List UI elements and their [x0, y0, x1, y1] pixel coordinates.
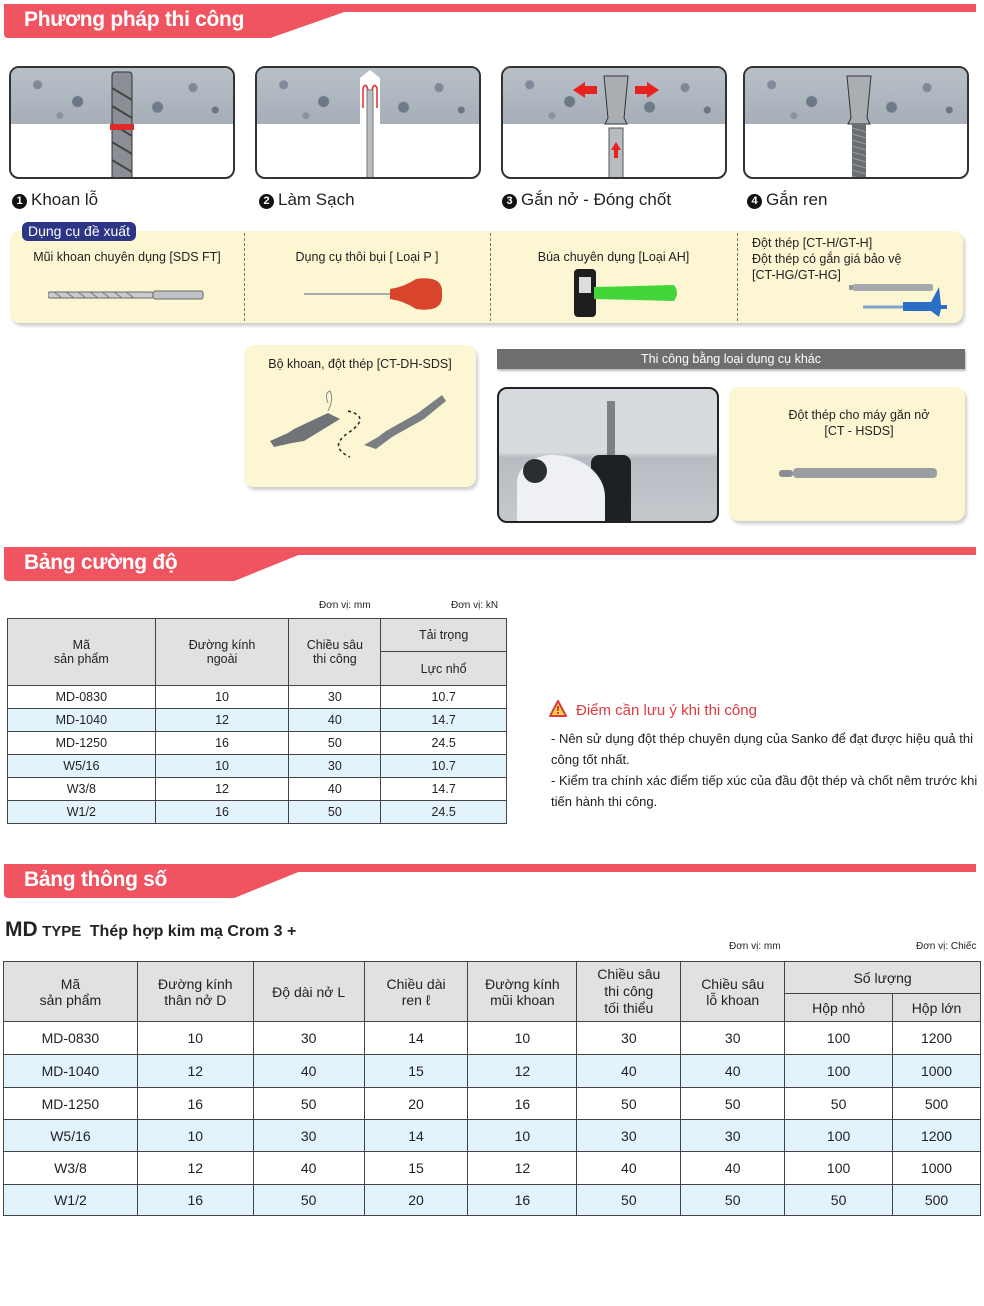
table-row	[8, 732, 507, 755]
table-cell: 40	[253, 1055, 364, 1088]
table-cell: 10	[137, 1120, 253, 1152]
table-cell: W5/16	[8, 755, 156, 778]
unit-mm: Đơn vị: mm	[729, 941, 781, 952]
table-row	[8, 778, 507, 801]
table-cell: 30	[577, 1022, 681, 1055]
table-cell: W1/2	[4, 1185, 138, 1216]
table-cell: 16	[137, 1185, 253, 1216]
drill-punch-set-icon	[268, 389, 448, 461]
table-cell: 24.5	[381, 801, 507, 824]
table-row	[4, 1088, 981, 1120]
table-cell: MD-1250	[4, 1088, 138, 1120]
table-cell: 10	[137, 1022, 253, 1055]
table-cell: 10	[155, 755, 289, 778]
tool-sds-ft: Mũi khoan chuyên dụng [SDS FT]	[10, 231, 244, 323]
step-4-label: 4 Gắn ren	[747, 190, 827, 210]
table-cell: 40	[577, 1055, 681, 1088]
table-cell: 16	[155, 801, 289, 824]
section-header-strength	[4, 547, 976, 581]
hsds-punch-icon	[779, 465, 937, 481]
unit-pcs: Đơn vị: Chiếc	[916, 941, 977, 952]
table-cell: 100	[785, 1022, 893, 1055]
table-cell: 50	[785, 1088, 893, 1120]
table-cell: 30	[253, 1120, 364, 1152]
table-cell: 12	[155, 778, 289, 801]
section-header-spec	[4, 864, 976, 898]
table-row	[4, 1120, 981, 1152]
table-cell: 12	[137, 1055, 253, 1088]
step-2-label: 2 Làm Sạch	[259, 190, 355, 210]
col-header-code: Mã sản phẩm	[4, 962, 138, 1022]
recommended-tools-badge: Dụng cụ đề xuất	[22, 222, 136, 241]
hammer-drill-photo	[497, 387, 719, 523]
table-cell: 14.7	[381, 709, 507, 732]
blower-nozzle-icon	[352, 68, 388, 179]
table-cell: W5/16	[4, 1120, 138, 1152]
spec-table	[3, 961, 981, 1216]
table-cell: 40	[289, 709, 381, 732]
notes-body: - Nên sử dụng đột thép chuyên dụng của Sanko để đạt được hiệu quả thi công tốt nhất. - Kiểm tra chính xác điểm tiếp xúc của đầu đột thép và chốt nêm trước khi tiến hành thi công.	[551, 731, 978, 809]
table-cell: W1/2	[8, 801, 156, 824]
table-cell: 40	[681, 1055, 785, 1088]
table-cell: 12	[468, 1152, 577, 1185]
col-header-outer-dia: Đường kính ngoài	[155, 619, 289, 686]
step-1-label: 1 Khoan lỗ	[12, 190, 98, 210]
table-cell: 12	[137, 1152, 253, 1185]
step-clean-illustration	[255, 66, 481, 179]
section-header-method	[4, 4, 976, 38]
col-header-length: Độ dài nở L	[253, 962, 364, 1022]
table-cell: 1000	[893, 1152, 981, 1185]
table-cell: 14	[364, 1120, 468, 1152]
table-cell: 24.5	[381, 732, 507, 755]
anchor-expand-icon	[571, 74, 661, 179]
other-tools-bar: Thi công bằng loại dụng cụ khác	[497, 349, 965, 369]
notes-title: Điểm cần lưu ý khi thi công	[576, 702, 757, 719]
table-cell: MD-0830	[4, 1022, 138, 1055]
strength-table	[7, 618, 507, 824]
tool-hammer-ah: Búa chuyên dụng [Loại AH]	[490, 231, 737, 323]
table-cell: 16	[137, 1088, 253, 1120]
table-cell: 15	[364, 1152, 468, 1185]
table-cell: 50	[577, 1088, 681, 1120]
table-row	[8, 686, 507, 709]
section-title: Phương pháp thi công	[24, 8, 245, 31]
table-cell: 100	[785, 1152, 893, 1185]
table-cell: 50	[253, 1088, 364, 1120]
tool-setting-punch: Đột thép [CT-H/GT-H] Đột thép có gắn giá bảo vệ [CT-HG/GT-HG]	[737, 231, 963, 323]
table-cell: 40	[289, 778, 381, 801]
table-row	[4, 1022, 981, 1055]
col-header-bit-dia: Đường kính mũi khoan	[468, 962, 577, 1022]
table-cell: W3/8	[8, 778, 156, 801]
col-header-pullout: Lực nhổ	[381, 652, 507, 686]
table-cell: 500	[893, 1185, 981, 1216]
blower-pump-icon	[304, 277, 444, 311]
table-cell: 50	[681, 1088, 785, 1120]
table-cell: MD-1250	[8, 732, 156, 755]
type-heading: MD TYPE Thép hợp kim mạ Crom 3 +	[5, 918, 297, 941]
table-cell: 30	[577, 1120, 681, 1152]
table-row	[8, 755, 507, 778]
table-cell: 1200	[893, 1120, 981, 1152]
table-cell: 100	[785, 1120, 893, 1152]
drill-bit-icon	[48, 289, 204, 301]
table-cell: 50	[289, 732, 381, 755]
table-cell: 30	[289, 686, 381, 709]
table-cell: W3/8	[4, 1152, 138, 1185]
table-cell: 40	[681, 1152, 785, 1185]
hsds-punch-card: Đột thép cho máy găn nở [CT - HSDS]	[729, 387, 965, 521]
table-cell: 30	[253, 1022, 364, 1055]
table-cell: 10.7	[381, 755, 507, 778]
tool-blower-type-p: Dụng cụ thôi bụi [ Loại P ]	[244, 231, 490, 323]
col-header-depth: Chiều sâu thi công	[289, 619, 381, 686]
table-cell: 16	[468, 1185, 577, 1216]
table-cell: 50	[253, 1185, 364, 1216]
section-title: Bảng thông số	[24, 868, 168, 891]
table-row	[4, 1055, 981, 1088]
table-cell: MD-0830	[8, 686, 156, 709]
table-cell: 40	[577, 1152, 681, 1185]
table-row	[4, 1185, 981, 1216]
drill-bit-icon	[107, 68, 137, 179]
table-cell: 12	[468, 1055, 577, 1088]
step-thread-illustration	[743, 66, 969, 179]
table-cell: 1000	[893, 1055, 981, 1088]
unit-kn: Đơn vị: kN	[451, 600, 499, 611]
col-header-load: Tải trọng	[381, 619, 507, 652]
col-header-qty: Số lượng	[785, 962, 981, 994]
table-cell: 30	[681, 1022, 785, 1055]
drill-punch-set-card: Bộ khoan, đột thép [CT-DH-SDS]	[244, 345, 476, 487]
col-header-large-box: Hộp lớn	[893, 994, 981, 1022]
table-cell: 30	[681, 1120, 785, 1152]
table-cell: 50	[681, 1185, 785, 1216]
table-row	[8, 709, 507, 732]
warning-icon	[549, 700, 567, 717]
step-3-label: 3 Gắn nở - Đóng chốt	[502, 190, 671, 210]
table-row	[4, 1152, 981, 1185]
col-header-small-box: Hộp nhỏ	[785, 994, 893, 1022]
table-cell: 15	[364, 1055, 468, 1088]
table-cell: 50	[289, 801, 381, 824]
table-cell: 10	[468, 1120, 577, 1152]
hammer-icon	[574, 267, 680, 319]
col-header-min-depth: Chiều sâu thi công tối thiểu	[577, 962, 681, 1022]
table-cell: 12	[155, 709, 289, 732]
col-header-code: Mã sản phẩm	[8, 619, 156, 686]
table-cell: MD-1040	[8, 709, 156, 732]
table-cell: 30	[289, 755, 381, 778]
table-cell: 100	[785, 1055, 893, 1088]
table-cell: 10.7	[381, 686, 507, 709]
recommended-tools-panel	[10, 231, 963, 323]
table-cell: 1200	[893, 1022, 981, 1055]
table-cell: 10	[155, 686, 289, 709]
step-set-anchor-illustration	[501, 66, 727, 179]
table-cell: 10	[468, 1022, 577, 1055]
table-row	[8, 801, 507, 824]
table-cell: 50	[577, 1185, 681, 1216]
table-cell: 16	[468, 1088, 577, 1120]
col-header-body-dia: Đường kính thân nở D	[137, 962, 253, 1022]
section-title: Bảng cường độ	[24, 551, 178, 574]
table-cell: 50	[785, 1185, 893, 1216]
setting-punch-icon	[835, 281, 951, 319]
table-cell: 500	[893, 1088, 981, 1120]
step-drill-illustration	[9, 66, 235, 179]
threaded-rod-icon	[846, 74, 872, 179]
table-cell: 14	[364, 1022, 468, 1055]
table-cell: 20	[364, 1088, 468, 1120]
col-header-thread: Chiều dài ren ℓ	[364, 962, 468, 1022]
table-cell: 14.7	[381, 778, 507, 801]
table-cell: 40	[253, 1152, 364, 1185]
table-cell: MD-1040	[4, 1055, 138, 1088]
unit-mm: Đơn vị: mm	[319, 600, 371, 611]
table-cell: 16	[155, 732, 289, 755]
table-cell: 20	[364, 1185, 468, 1216]
col-header-hole-depth: Chiều sâu lỗ khoan	[681, 962, 785, 1022]
